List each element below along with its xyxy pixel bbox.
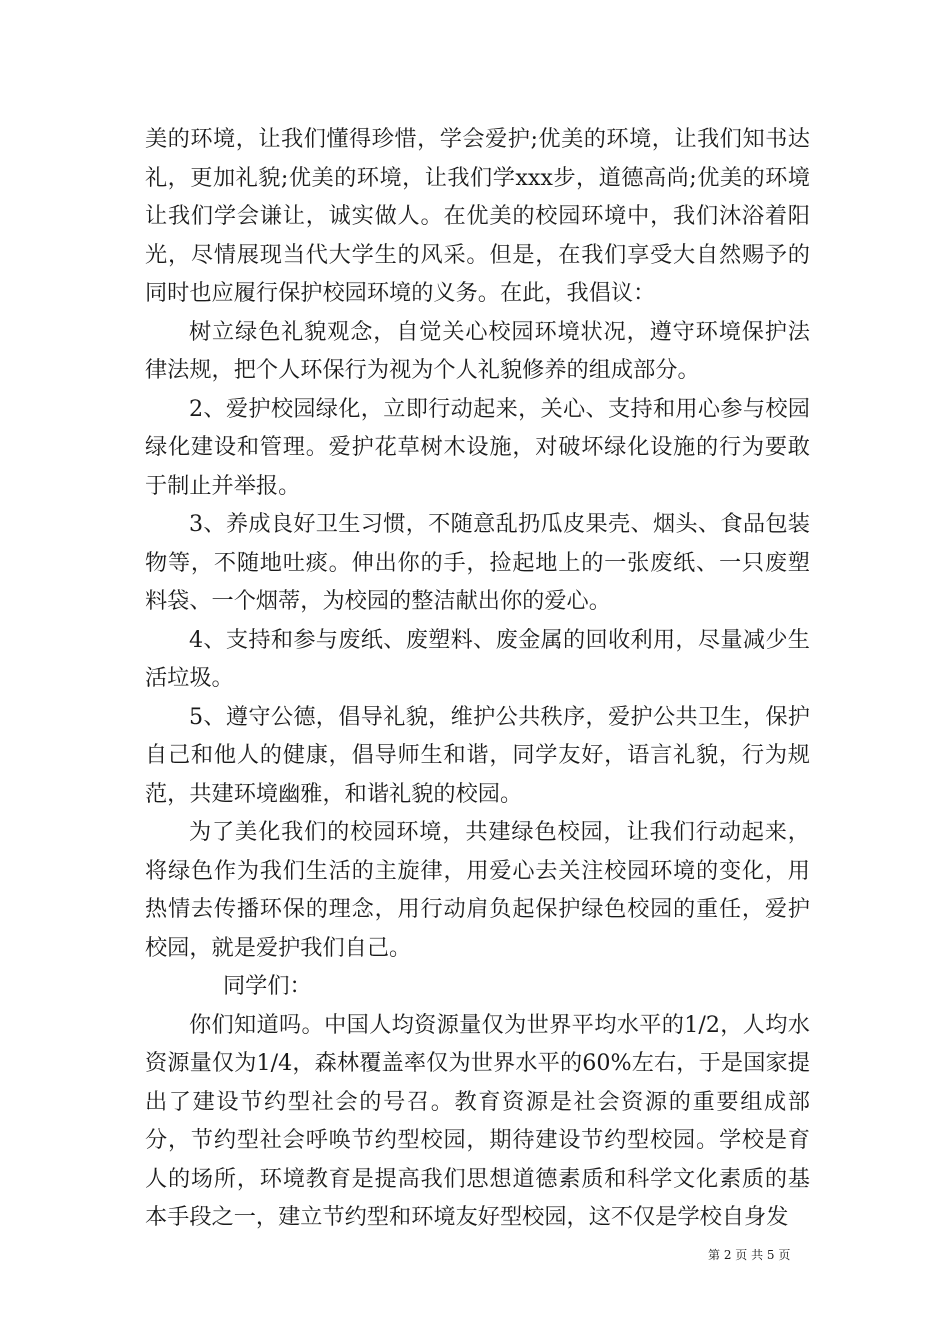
paragraph-environment-intro: 美的环境，让我们懂得珍惜，学会爱护;优美的环境，让我们知书达礼，更加礼貌;优美的环境，让我们学xxx步，道德高尚;优美的环境让我们学会谦让，诚实做人。在优美的校园环境中，我们沐浴着阳光，尽情展现当代大学生的风采。但是，在我们享受大自然赐予的同时也应履行保护校园环境的义务。在此，我倡议： — [145, 126, 810, 306]
page-number-footer: 第 2 页 共 5 页 — [708, 1248, 791, 1262]
paragraph-call-to-action: 为了美化我们的校园环境，共建绿色校园，让我们行动起来，将绿色作为我们生活的主旋律，用爱心去关注校园环境的变化，用热情去传播环保的理念，用行动肩负起保护绿色校园的重任，爱护校园，就是爱护我们自己。 — [145, 819, 810, 961]
paragraph-proposal-4: 4、支持和参与废纸、废塑料、废金属的回收利用，尽量减少生活垃圾。 — [145, 626, 810, 691]
document-body — [145, 120, 810, 1237]
paragraph-proposal-1: 树立绿色礼貌观念，自觉关心校园环境状况，遵守环境保护法律法规，把个人环保行为视为个人礼貌修养的组成部分。 — [145, 318, 810, 383]
paragraph-proposal-3: 3、养成良好卫生习惯，不随意乱扔瓜皮果壳、烟头、食品包装物等，不随地吐痰。伸出你的手，捡起地上的一张废纸、一只废塑料袋、一个烟蒂，为校园的整洁献出你的爱心。 — [145, 511, 810, 614]
paragraph-resource-facts: 你们知道吗。中国人均资源量仅为世界平均水平的1/2，人均水资源量仅为1/4，森林覆盖率仅为世界水平的60%左右，于是国家提出了建设节约型社会的号召。教育资源是社会资源的重要组成部分，节约型社会呼唤节约型校园，期待建设节约型校园。学校是育人的场所，环境教育是提高我们思想道德素质和科学文化素质的基本手段之一，建立节约型和环境友好型校园，这不仅是学校自身发 — [145, 1011, 810, 1230]
paragraph-proposal-5: 5、遵守公德，倡导礼貌，维护公共秩序，爱护公共卫生，保护自己和他人的健康，倡导师生和谐，同学友好，语言礼貌，行为规范，共建环境幽雅，和谐礼貌的校园。 — [145, 703, 810, 807]
paragraph-proposal-2: 2、爱护校园绿化，立即行动起来，关心、支持和用心参与校园绿化建设和管理。爱护花草树木设施，对破坏绿化设施的行为要敢于制止并举报。 — [145, 395, 810, 499]
greeting-heading: 同学们： — [223, 973, 312, 999]
